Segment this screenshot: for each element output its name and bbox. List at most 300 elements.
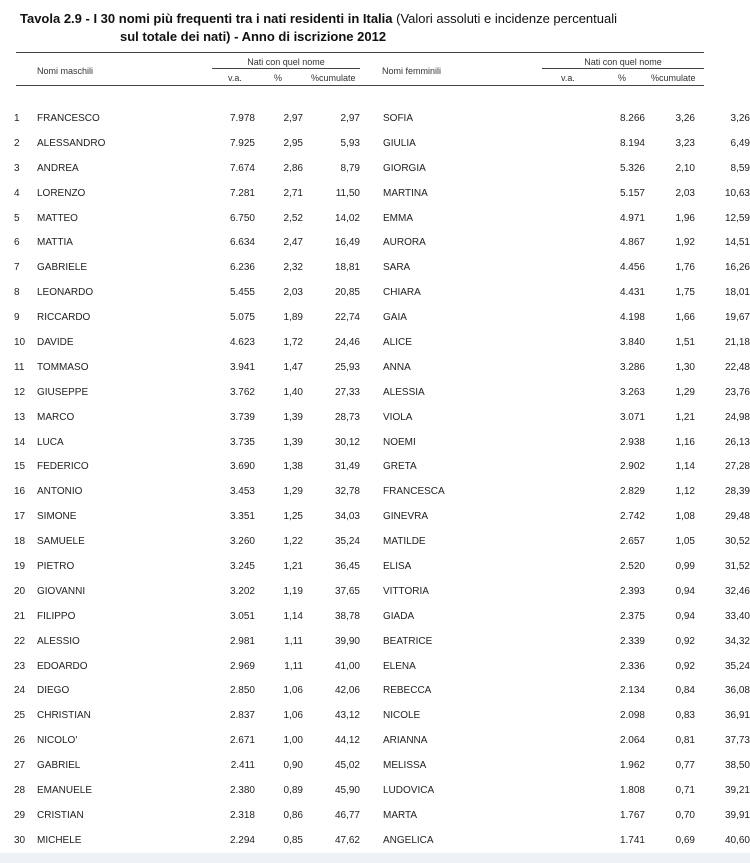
male-cum-cell: 46,77: [334, 809, 360, 821]
female-cum-cell: 21,18: [724, 336, 750, 348]
rank-cell: 13: [14, 411, 26, 423]
male-pct-cell: 2,52: [283, 212, 303, 224]
female-pct-cell: 0,69: [675, 834, 695, 846]
male-cum-cell: 43,12: [334, 710, 360, 722]
title-bold-part: Tavola 2.9 - I 30 nomi più frequenti tra i nati residenti in Italia: [20, 11, 393, 26]
female-pct-cell: 0,99: [675, 560, 695, 572]
female-name-cell: LUDOVICA: [383, 784, 435, 796]
male-name-cell: NICOLO': [37, 735, 78, 747]
spacer-cell: [360, 280, 383, 305]
table-row: [0, 529, 750, 554]
female-name-cell: BEATRICE: [383, 635, 433, 647]
male-name-cell: FILIPPO: [37, 610, 76, 622]
female-cum-cell: 31,52: [724, 560, 750, 572]
table-row: [0, 380, 750, 405]
female-va-cell: 3.840: [619, 336, 645, 348]
header-male-va: v.a.: [228, 73, 242, 83]
table-row: [0, 206, 750, 231]
female-name-cell: MELISSA: [383, 760, 427, 772]
spacer-cell: [360, 554, 383, 579]
male-cum-cell: 25,93: [334, 361, 360, 373]
spacer-cell: [360, 156, 383, 181]
spacer-cell: [360, 579, 383, 604]
female-va-cell: 2.829: [619, 486, 645, 498]
male-cum-cell: 5,93: [340, 137, 360, 149]
male-pct-cell: 1,06: [283, 685, 303, 697]
female-name-cell: REBECCA: [383, 685, 432, 697]
spacer-cell: [360, 629, 383, 654]
rank-cell: 8: [14, 287, 20, 299]
female-name-cell: CHIARA: [383, 287, 421, 299]
rank-cell: 11: [14, 361, 25, 373]
male-cum-cell: 32,78: [334, 486, 360, 498]
female-cum-cell: 6,49: [730, 137, 750, 149]
female-pct-cell: 0,83: [675, 710, 695, 722]
male-va-cell: 2.837: [229, 710, 255, 722]
male-pct-cell: 1,89: [283, 312, 303, 324]
male-name-cell: LORENZO: [37, 187, 86, 199]
male-va-cell: 3.260: [229, 536, 255, 548]
spacer-cell: [360, 330, 383, 355]
male-name-cell: FRANCESCO: [37, 112, 100, 124]
female-cum-cell: 23,76: [724, 386, 750, 398]
male-cum-cell: 42,06: [334, 685, 360, 697]
female-pct-cell: 1,08: [675, 511, 695, 523]
table-row: [0, 181, 750, 206]
table-row: [0, 454, 750, 479]
rank-cell: 15: [14, 461, 26, 473]
table-row: [0, 654, 750, 679]
male-pct-cell: 2,47: [283, 237, 303, 249]
table-row: [0, 405, 750, 430]
male-name-cell: PIETRO: [37, 560, 75, 572]
female-name-cell: GIADA: [383, 610, 415, 622]
spacer-cell: [360, 206, 383, 231]
spacer-cell: [360, 529, 383, 554]
rank-cell: 30: [14, 834, 26, 846]
table-row: [0, 230, 750, 255]
male-pct-cell: 2,32: [283, 262, 303, 274]
male-pct-cell: 1,06: [283, 710, 303, 722]
female-pct-cell: 1,75: [675, 287, 695, 299]
male-cum-cell: 35,24: [334, 536, 360, 548]
female-name-cell: ELISA: [383, 560, 412, 572]
male-va-cell: 7.674: [229, 162, 255, 174]
male-name-cell: RICCARDO: [37, 312, 91, 324]
female-name-cell: ARIANNA: [383, 735, 428, 747]
male-name-cell: MARCO: [37, 411, 75, 423]
female-cum-cell: 30,52: [724, 536, 750, 548]
rank-cell: 6: [14, 237, 20, 249]
male-pct-cell: 1,39: [283, 411, 303, 423]
female-name-cell: MARTINA: [383, 187, 428, 199]
spacer-cell: [360, 803, 383, 828]
header-female-names: Nomi femminili: [382, 66, 442, 76]
male-va-cell: 6.634: [229, 237, 255, 249]
male-va-cell: 2.411: [230, 760, 255, 772]
male-name-cell: GIUSEPPE: [37, 386, 89, 398]
spacer-cell: [360, 380, 383, 405]
female-va-cell: 2.393: [619, 585, 645, 597]
male-va-cell: 2.294: [229, 834, 255, 846]
spacer-cell: [360, 355, 383, 380]
spacer-cell: [360, 230, 383, 255]
table-row: [0, 753, 750, 778]
rank-cell: 3: [14, 162, 20, 174]
female-name-cell: FRANCESCA: [383, 486, 445, 498]
female-name-cell: SOFIA: [383, 112, 414, 124]
male-cum-cell: 34,03: [334, 511, 360, 523]
female-pct-cell: 1,29: [675, 386, 695, 398]
male-name-cell: GABRIEL: [37, 760, 81, 772]
female-cum-cell: 14,51: [724, 237, 750, 249]
female-pct-cell: 0,84: [675, 685, 695, 697]
male-va-cell: 2.671: [229, 735, 255, 747]
spacer-cell: [360, 430, 383, 455]
female-cum-cell: 36,91: [724, 710, 750, 722]
female-pct-cell: 1,76: [675, 262, 695, 274]
male-va-cell: 3.941: [229, 361, 255, 373]
header-female-group: Nati con quel nome: [584, 57, 662, 67]
female-pct-cell: 0,94: [675, 610, 695, 622]
rank-cell: 7: [14, 262, 20, 274]
female-va-cell: 2.134: [619, 685, 645, 697]
female-va-cell: 2.657: [619, 536, 645, 548]
female-name-cell: GIULIA: [383, 137, 416, 149]
male-name-cell: ALESSANDRO: [37, 137, 106, 149]
male-name-cell: ALESSIO: [37, 635, 80, 647]
male-pct-cell: 2,03: [283, 287, 303, 299]
title-line-1: [20, 10, 617, 28]
table-row: [0, 778, 750, 803]
male-pct-cell: 1,39: [283, 436, 303, 448]
spacer-cell: [360, 728, 383, 753]
male-cum-cell: 31,49: [334, 461, 360, 473]
male-cum-cell: 45,90: [334, 784, 360, 796]
header-bottom-rule: [16, 85, 704, 86]
female-cum-cell: 3,26: [730, 112, 750, 124]
spacer-cell: [360, 678, 383, 703]
female-name-cell: GINEVRA: [383, 511, 429, 523]
female-va-cell: 4.198: [619, 312, 645, 324]
female-cum-cell: 12,59: [724, 212, 750, 224]
table-row: [0, 579, 750, 604]
table-title: [20, 10, 617, 46]
male-pct-cell: 0,85: [283, 834, 303, 846]
rank-cell: 27: [14, 760, 26, 772]
rank-cell: 23: [14, 660, 26, 672]
table-row: [0, 828, 750, 853]
male-cum-cell: 2,97: [340, 112, 360, 124]
male-pct-cell: 0,89: [283, 784, 303, 796]
male-va-cell: 6.236: [229, 262, 255, 274]
male-pct-cell: 1,00: [283, 735, 303, 747]
male-va-cell: 7.925: [229, 137, 255, 149]
rank-cell: 12: [14, 386, 26, 398]
male-name-cell: MATTEO: [37, 212, 78, 224]
female-cum-cell: 32,46: [724, 585, 750, 597]
female-pct-cell: 0,71: [675, 784, 695, 796]
female-pct-cell: 0,94: [675, 585, 695, 597]
female-pct-cell: 0,70: [675, 809, 695, 821]
female-name-cell: ELENA: [383, 660, 416, 672]
female-va-cell: 1.741: [619, 834, 645, 846]
female-va-cell: 2.520: [619, 560, 645, 572]
male-va-cell: 6.750: [229, 212, 255, 224]
spacer-cell: [360, 106, 383, 131]
bottom-band: [0, 853, 750, 863]
female-va-cell: 2.098: [619, 710, 645, 722]
female-pct-cell: 2,10: [675, 162, 695, 174]
male-va-cell: 3.245: [229, 560, 255, 572]
spacer-cell: [360, 255, 383, 280]
female-cum-cell: 27,28: [724, 461, 750, 473]
male-pct-cell: 1,19: [283, 585, 303, 597]
male-va-cell: 3.453: [229, 486, 255, 498]
female-name-cell: ALESSIA: [383, 386, 425, 398]
table-row: [0, 728, 750, 753]
female-va-cell: 3.071: [619, 411, 645, 423]
female-va-cell: 5.157: [619, 187, 645, 199]
female-name-cell: ANGELICA: [383, 834, 434, 846]
rank-cell: 16: [14, 486, 26, 498]
female-cum-cell: 35,24: [724, 660, 750, 672]
male-name-cell: EDOARDO: [37, 660, 88, 672]
male-cum-cell: 45,02: [334, 760, 360, 772]
male-cum-cell: 37,65: [334, 585, 360, 597]
table-row: [0, 479, 750, 504]
male-cum-cell: 8,79: [340, 162, 360, 174]
table-row: [0, 430, 750, 455]
male-pct-cell: 1,11: [284, 635, 303, 647]
table-row: [0, 678, 750, 703]
table-row: [0, 280, 750, 305]
rank-cell: 2: [14, 137, 20, 149]
male-name-cell: ANTONIO: [37, 486, 83, 498]
female-va-cell: 2.339: [619, 635, 645, 647]
table-row: [0, 255, 750, 280]
male-va-cell: 3.051: [229, 610, 255, 622]
male-cum-cell: 28,73: [334, 411, 360, 423]
male-cum-cell: 14,02: [334, 212, 360, 224]
female-cum-cell: 22,48: [724, 361, 750, 373]
spacer-cell: [360, 305, 383, 330]
female-cum-cell: 28,39: [724, 486, 750, 498]
male-cum-cell: 24,46: [334, 336, 360, 348]
male-name-cell: LEONARDO: [37, 287, 94, 299]
table-body: [0, 106, 750, 853]
female-cum-cell: 36,08: [724, 685, 750, 697]
male-pct-cell: 1,11: [284, 660, 303, 672]
female-name-cell: ANNA: [383, 361, 411, 373]
female-cum-cell: 37,73: [724, 735, 750, 747]
male-name-cell: MATTIA: [37, 237, 73, 249]
female-va-cell: 5.326: [619, 162, 645, 174]
female-name-cell: SARA: [383, 262, 411, 274]
female-name-cell: GRETA: [383, 461, 417, 473]
female-pct-cell: 0,92: [675, 635, 695, 647]
female-va-cell: 3.263: [619, 386, 645, 398]
male-pct-cell: 1,22: [283, 536, 303, 548]
rank-cell: 20: [14, 585, 26, 597]
spacer-cell: [360, 504, 383, 529]
male-cum-cell: 47,62: [334, 834, 360, 846]
table-row: [0, 504, 750, 529]
male-pct-cell: 1,29: [283, 486, 303, 498]
male-pct-cell: 2,71: [283, 187, 303, 199]
header-female-va: v.a.: [561, 73, 575, 83]
spacer-cell: [360, 828, 383, 853]
rank-cell: 19: [14, 560, 26, 572]
rank-cell: 24: [14, 685, 26, 697]
female-cum-cell: 29,48: [724, 511, 750, 523]
female-cum-cell: 33,40: [724, 610, 750, 622]
female-va-cell: 8.266: [619, 112, 645, 124]
header-male-pct: %: [274, 73, 283, 83]
rank-cell: 28: [14, 784, 26, 796]
female-name-cell: AURORA: [383, 237, 426, 249]
header-male-group: Nati con quel nome: [247, 57, 325, 67]
female-name-cell: NOEMI: [383, 436, 416, 448]
header-female-cum: %cumulate: [651, 73, 696, 83]
female-cum-cell: 16,26: [724, 262, 750, 274]
spacer-cell: [360, 405, 383, 430]
spacer-cell: [360, 181, 383, 206]
male-va-cell: 3.351: [229, 511, 255, 523]
female-cum-cell: 40,60: [724, 834, 750, 846]
male-va-cell: 3.735: [229, 436, 255, 448]
male-name-cell: SAMUELE: [37, 536, 85, 548]
male-cum-cell: 20,85: [334, 287, 360, 299]
male-va-cell: 2.318: [229, 809, 255, 821]
male-va-cell: 3.690: [229, 461, 255, 473]
rank-cell: 9: [14, 312, 20, 324]
female-va-cell: 4.431: [619, 287, 645, 299]
male-name-cell: MICHELE: [37, 834, 82, 846]
rank-cell: 22: [14, 635, 26, 647]
male-va-cell: 5.075: [229, 312, 255, 324]
male-name-cell: FEDERICO: [37, 461, 89, 473]
female-name-cell: VITTORIA: [383, 585, 429, 597]
male-va-cell: 3.202: [229, 585, 255, 597]
male-pct-cell: 1,38: [283, 461, 303, 473]
female-name-cell: NICOLE: [383, 710, 421, 722]
female-pct-cell: 0,77: [675, 760, 695, 772]
male-va-cell: 2.380: [229, 784, 255, 796]
female-cum-cell: 38,50: [724, 760, 750, 772]
female-cum-cell: 8,59: [730, 162, 750, 174]
female-pct-cell: 1,14: [675, 461, 695, 473]
male-cum-cell: 11,50: [335, 187, 360, 199]
male-pct-cell: 0,90: [283, 760, 303, 772]
male-name-cell: CHRISTIAN: [37, 710, 91, 722]
rank-cell: 26: [14, 735, 26, 747]
female-name-cell: EMMA: [383, 212, 413, 224]
table-row: [0, 703, 750, 728]
female-pct-cell: 1,12: [675, 486, 695, 498]
rank-cell: 21: [14, 610, 26, 622]
female-va-cell: 2.742: [619, 511, 645, 523]
title-normal-part: (Valori assoluti e incidenze percentuali: [392, 11, 618, 26]
rank-cell: 1: [14, 112, 20, 124]
male-name-cell: GABRIELE: [37, 262, 88, 274]
spacer-cell: [360, 703, 383, 728]
male-pct-cell: 1,40: [283, 386, 303, 398]
table-row: [0, 330, 750, 355]
rank-cell: 4: [14, 187, 20, 199]
female-va-cell: 2.336: [619, 660, 645, 672]
male-cum-cell: 27,33: [334, 386, 360, 398]
female-pct-cell: 1,16: [675, 436, 695, 448]
female-cum-cell: 24,98: [724, 411, 750, 423]
table-row: [0, 305, 750, 330]
female-va-cell: 2.938: [619, 436, 645, 448]
spacer-cell: [360, 479, 383, 504]
male-va-cell: 3.739: [229, 411, 255, 423]
male-va-cell: 7.281: [229, 187, 255, 199]
rank-cell: 29: [14, 809, 26, 821]
female-va-cell: 1.808: [619, 784, 645, 796]
male-va-cell: 4.623: [229, 336, 255, 348]
female-va-cell: 4.456: [619, 262, 645, 274]
female-pct-cell: 0,92: [675, 660, 695, 672]
title-line-2: [20, 28, 617, 46]
male-name-cell: GIOVANNI: [37, 585, 86, 597]
rank-cell: 17: [14, 511, 26, 523]
table-row: [0, 629, 750, 654]
rank-cell: 10: [14, 336, 26, 348]
table-row: [0, 355, 750, 380]
male-pct-cell: 1,25: [283, 511, 303, 523]
female-name-cell: ALICE: [383, 336, 412, 348]
spacer-cell: [360, 778, 383, 803]
header-female-pct: %: [618, 73, 627, 83]
male-cum-cell: 30,12: [334, 436, 360, 448]
male-va-cell: 5.455: [229, 287, 255, 299]
female-cum-cell: 19,67: [724, 312, 750, 324]
female-va-cell: 2.375: [619, 610, 645, 622]
table-row: [0, 156, 750, 181]
female-name-cell: MARTA: [383, 809, 418, 821]
female-va-cell: 4.971: [619, 212, 645, 224]
header-male-names: Nomi maschili: [37, 66, 94, 76]
female-name-cell: MATILDE: [383, 536, 426, 548]
male-pct-cell: 1,14: [283, 610, 303, 622]
male-name-cell: SIMONE: [37, 511, 77, 523]
male-cum-cell: 41,00: [334, 660, 360, 672]
male-name-cell: EMANUELE: [37, 784, 93, 796]
female-cum-cell: 18,01: [724, 287, 750, 299]
female-pct-cell: 0,81: [675, 735, 695, 747]
header-male-cum: %cumulate: [311, 73, 356, 83]
male-va-cell: 3.762: [229, 386, 255, 398]
male-cum-cell: 38,78: [334, 610, 360, 622]
title-bold-part-2: sul totale dei nati) - Anno di iscrizione 2012: [120, 29, 387, 44]
male-pct-cell: 1,47: [283, 361, 303, 373]
female-cum-cell: 39,91: [724, 809, 750, 821]
male-pct-cell: 2,95: [283, 137, 303, 149]
female-va-cell: 2.902: [619, 461, 645, 473]
male-name-cell: DAVIDE: [37, 336, 74, 348]
male-va-cell: 2.981: [229, 635, 255, 647]
spacer-cell: [360, 753, 383, 778]
spacer-cell: [360, 654, 383, 679]
male-name-cell: CRISTIAN: [37, 809, 84, 821]
table-row: [0, 554, 750, 579]
male-cum-cell: 36,45: [334, 560, 360, 572]
male-name-cell: DIEGO: [37, 685, 70, 697]
female-group-rule: [542, 68, 704, 69]
